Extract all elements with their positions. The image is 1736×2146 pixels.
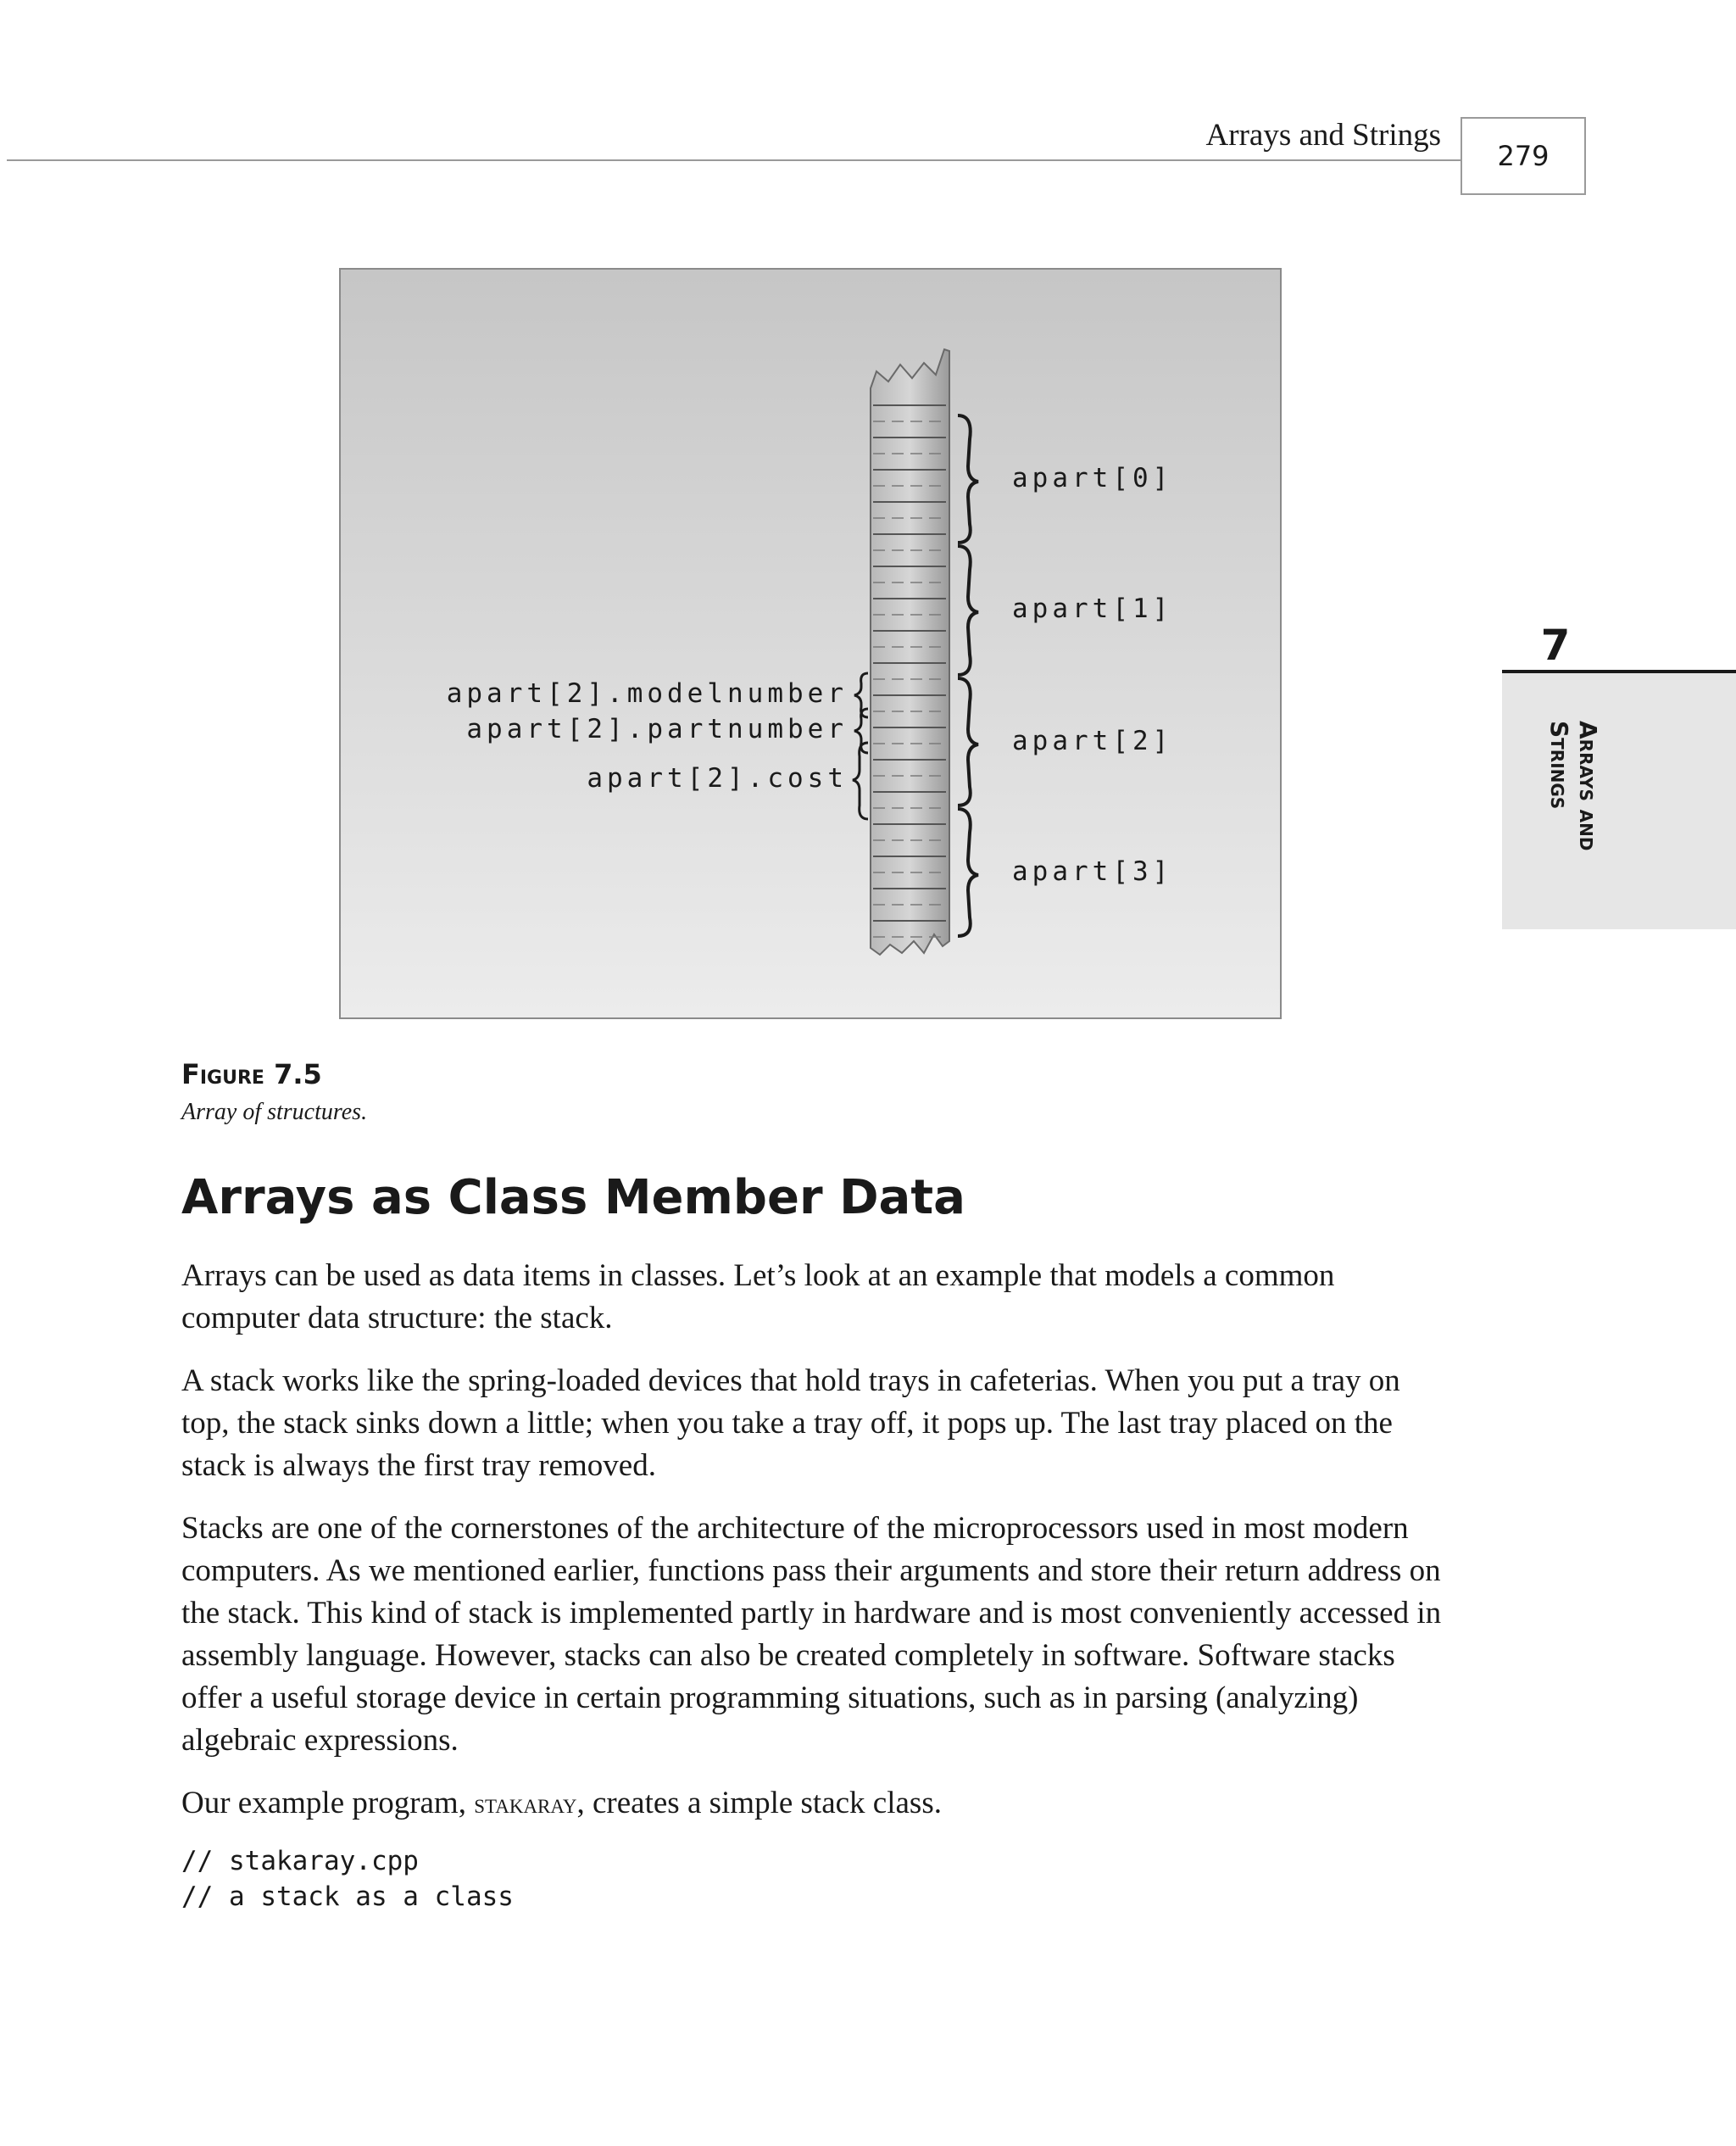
figure-label-prefix: Figure — [181, 1058, 264, 1090]
label-apart-0: apart[0] — [1012, 463, 1173, 493]
example-intro — [181, 1782, 1453, 1825]
label-apart-3: apart[3] — [1012, 856, 1173, 887]
brace-apart-1 — [958, 546, 978, 675]
figure-caption: Array of structures. — [181, 1099, 368, 1125]
brace-apart-2 — [958, 678, 978, 805]
member-braces — [853, 673, 868, 819]
running-head: Arrays and Strings — [1205, 118, 1441, 153]
figure-label — [181, 1058, 322, 1090]
label-apart-2: apart[2] — [1012, 726, 1173, 756]
figure-array-of-structures — [339, 268, 1282, 1019]
code-line: // a stack as a class — [181, 1881, 514, 1912]
page-number: 279 — [1461, 117, 1586, 195]
chapter-number: 7 — [1540, 621, 1571, 670]
brace-apart-0 — [958, 415, 978, 543]
element-braces — [958, 415, 978, 936]
label-apart-1: apart[1] — [1012, 594, 1173, 624]
paragraph: Arrays can be used as data items in classes. Let’s look at an example that models a common computer data structure: the stack. — [181, 1258, 1335, 1335]
label-cost: apart[2].cost — [587, 763, 848, 794]
code-line: // stakaray.cpp — [181, 1846, 419, 1876]
memory-column — [871, 349, 949, 955]
example-intro-before: Our example program, — [181, 1786, 475, 1820]
chapter-tab-title — [1545, 721, 1602, 907]
brace-cost — [853, 743, 868, 819]
chapter-tab — [1502, 673, 1736, 929]
paragraph: A stack works like the spring-loaded devices that hold trays in cafeterias. When you put a tray on top, the stack sinks down a little; when you take a tray off, it pops up. The last tray placed on the stack is always the first tray removed. — [181, 1363, 1400, 1483]
memory-diagram — [341, 270, 1282, 1019]
example-intro-after: , creates a simple stack class. — [576, 1786, 942, 1820]
label-modelnumber: apart[2].modelnumber — [446, 678, 848, 709]
figure-label-number: 7.5 — [274, 1058, 322, 1090]
chapter-tab-title-line2: Strings — [1545, 721, 1573, 810]
section-heading: Arrays as Class Member Data — [181, 1170, 965, 1225]
brace-apart-3 — [958, 809, 978, 936]
code-listing — [181, 1843, 514, 1915]
header-rule — [7, 159, 1461, 161]
body-text — [181, 1255, 1453, 1846]
chapter-tab-title-line1: Arrays and — [1574, 721, 1602, 851]
label-partnumber: apart[2].partnumber — [466, 714, 848, 744]
program-name: stakaray — [474, 1789, 577, 1820]
paragraph: Stacks are one of the cornerstones of the architecture of the microprocessors used in most modern computers. As we mentioned earlier, functions pass their arguments and store their return address on the stack. This kind of stack is implemented partly in hardware and is most conveniently accessed in assembly language. However, stacks can also be created completely in software. Software stacks offer a useful storage device in certain programming situations, such as in parsing (analyzing) algebraic expressions. — [181, 1511, 1442, 1758]
